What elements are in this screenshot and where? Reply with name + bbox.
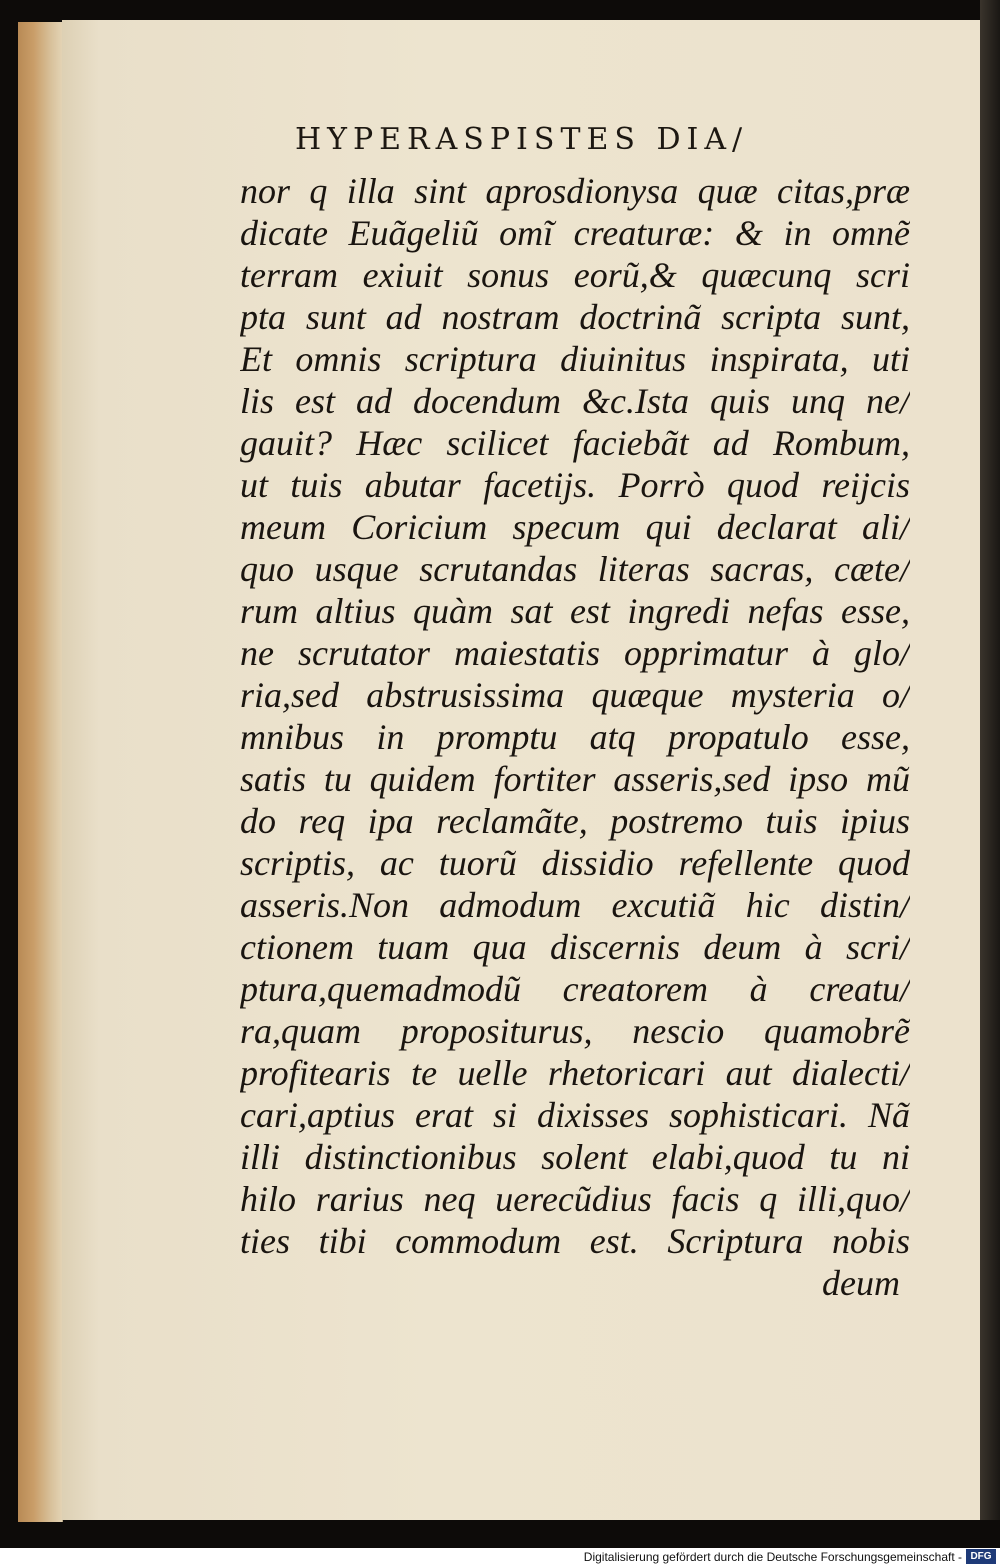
text-line: illi distinctionibus solent elabi,quod tu ni (240, 1137, 910, 1177)
catchword: deum (822, 1263, 900, 1303)
text-line: Et omnis scriptura diuinitus inspirata, uti (240, 339, 910, 379)
text-line: cari,aptius erat si dixisses sophisticari. Nã (240, 1095, 910, 1135)
text-line: scriptis, ac tuorũ dissidio refellente quod (240, 843, 910, 883)
digitization-credit: Digitalisierung gefördert durch die Deutsche Forschungsgemeinschaft - (583, 1550, 962, 1564)
page-right-edge (980, 0, 1000, 1520)
text-line: gauit? Hæc scilicet faciebãt ad Rombum, (240, 423, 910, 463)
text-line: hilo rarius neq uerecũdius facis q illi,quo/ (240, 1179, 910, 1219)
text-line: meum Coricium specum qui declarat ali/ (240, 507, 910, 547)
dfg-logo: DFG (966, 1549, 996, 1564)
text-line: ptura,quemadmodũ creatorem à creatu/ (240, 969, 910, 1009)
text-line: lis est ad docendum &c.Ista quis unq ne/ (240, 381, 910, 421)
text-line: pta sunt ad nostram doctrinã scripta sunt, (240, 297, 910, 337)
text-line: ctionem tuam qua discernis deum à scri/ (240, 927, 910, 967)
text-line: mnibus in promptu atq propatulo esse, (240, 717, 910, 757)
text-line: ne scrutator maiestatis opprimatur à glo/ (240, 633, 910, 673)
text-line: satis tu quidem fortiter asseris,sed ipso mũ (240, 759, 910, 799)
running-head: HYPERASPISTES DIA/ (295, 122, 749, 157)
text-line: terram exiuit sonus eorũ,& quæcunq scri (240, 255, 910, 295)
text-line: do req ipa reclamãte, postremo tuis ipius (240, 801, 910, 841)
text-line: profitearis te uelle rhetoricari aut dialecti/ (240, 1053, 910, 1093)
body-text (240, 170, 910, 1262)
text-line: ria,sed abstrusissima quæque mysteria o/ (240, 675, 910, 715)
text-line: quo usque scrutandas literas sacras, cæte/ (240, 549, 910, 589)
text-line: rum altius quàm sat est ingredi nefas esse, (240, 591, 910, 631)
text-line: nor q illa sint aprosdionysa quæ citas,præ (240, 171, 910, 211)
text-line: dicate Euãgeliũ omĩ creaturæ: & in omnẽ (240, 213, 910, 253)
text-line: ties tibi commodum est. Scriptura nobis (240, 1221, 910, 1261)
text-line: asseris.Non admodum excutiã hic distin/ (240, 885, 910, 925)
text-line: ut tuis abutar facetijs. Porrò quod reijcis (240, 465, 910, 505)
text-line: ra,quam propositurus, nescio quamobrẽ (240, 1011, 910, 1051)
book-spine-edge (18, 22, 63, 1522)
